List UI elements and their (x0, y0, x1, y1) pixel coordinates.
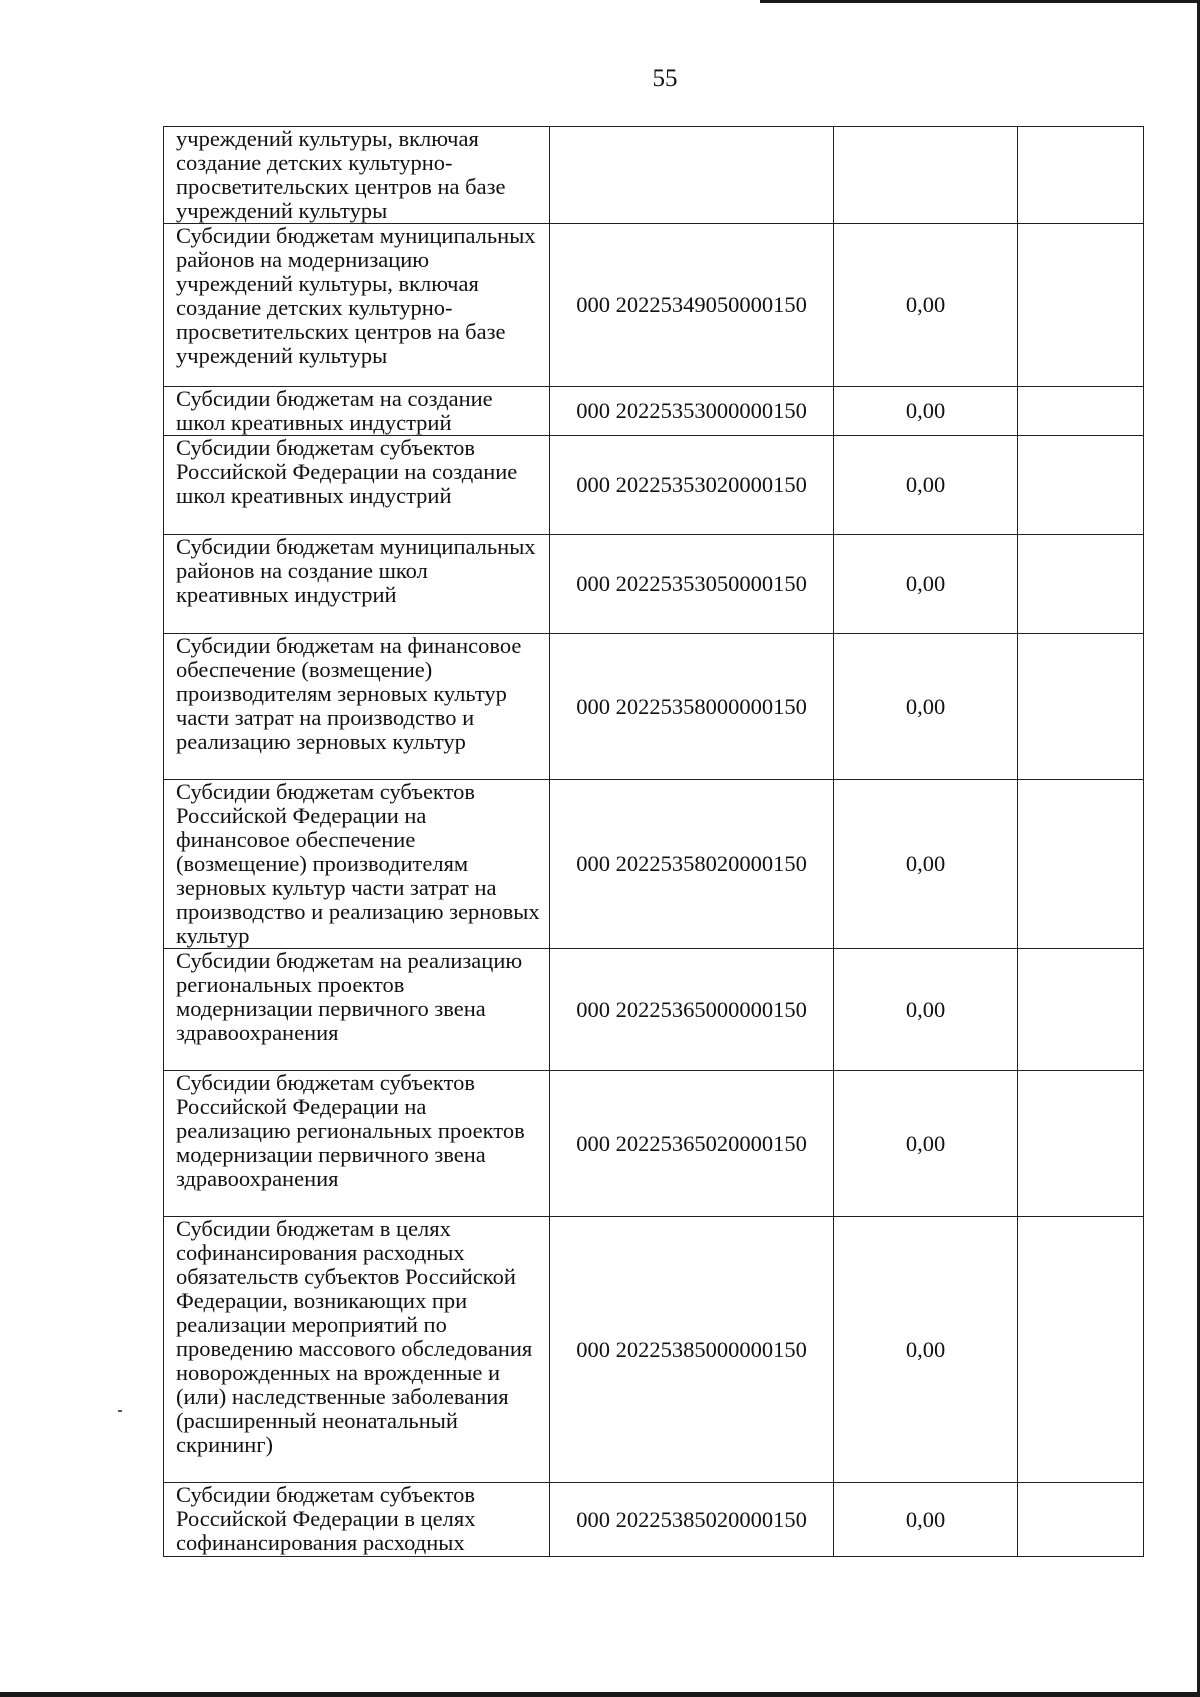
row-name-cell: Субсидии бюджетам на создание школ креативных индустрий (164, 387, 550, 436)
row-code-cell: 000 20225385020000150 (550, 1483, 834, 1557)
row-name-cell: Субсидии бюджетам субъектов Российской Федерации на создание школ креативных индустрий (164, 436, 550, 535)
table-row (164, 634, 1144, 780)
table-row (164, 780, 1144, 949)
row-code-cell: 000 20225365020000150 (550, 1071, 834, 1217)
table-row (164, 127, 1144, 224)
row-extra-cell (1018, 224, 1144, 387)
row-code-cell: 000 20225358000000150 (550, 634, 834, 780)
row-extra-cell (1018, 1217, 1144, 1483)
row-amount-cell (834, 127, 1018, 224)
row-code-cell: 000 20225358020000150 (550, 780, 834, 949)
row-amount-cell: 0,00 (834, 1483, 1018, 1557)
table-row (164, 1483, 1144, 1557)
row-amount-cell: 0,00 (834, 780, 1018, 949)
row-name-cell: Субсидии бюджетам муниципальных районов на модернизацию учреждений культуры, включая создание детских культурно-просветительских центров на базе учреждений культуры (164, 224, 550, 387)
scan-border-bottom (0, 1692, 1200, 1697)
budget-revenue-table (163, 126, 1144, 1557)
row-extra-cell (1018, 1483, 1144, 1557)
row-name-cell: Субсидии бюджетам субъектов Российской Федерации в целях софинансирования расходных (164, 1483, 550, 1557)
row-amount-cell: 0,00 (834, 387, 1018, 436)
table-row (164, 1217, 1144, 1483)
row-name-cell: Субсидии бюджетам на финансовое обеспечение (возмещение) производителям зерновых культур части затрат на производство и реализацию зерновых культур (164, 634, 550, 780)
row-extra-cell (1018, 535, 1144, 634)
row-code-cell: 000 20225365000000150 (550, 949, 834, 1071)
row-extra-cell (1018, 634, 1144, 780)
row-code-cell: 000 20225353050000150 (550, 535, 834, 634)
row-code-cell: 000 20225353000000150 (550, 387, 834, 436)
table-row (164, 224, 1144, 387)
row-extra-cell (1018, 387, 1144, 436)
row-name-cell: Субсидии бюджетам субъектов Российской Федерации на финансовое обеспечение (возмещение) производителям зерновых культур части затрат на производство и реализацию зерновых культур (164, 780, 550, 949)
row-name-cell: Субсидии бюджетам на реализацию региональных проектов модернизации первичного звена здравоохранения (164, 949, 550, 1071)
row-amount-cell: 0,00 (834, 1071, 1018, 1217)
row-code-cell (550, 127, 834, 224)
scan-speck (118, 1410, 122, 1412)
row-extra-cell (1018, 780, 1144, 949)
row-amount-cell: 0,00 (834, 436, 1018, 535)
row-amount-cell: 0,00 (834, 949, 1018, 1071)
row-extra-cell (1018, 127, 1144, 224)
row-amount-cell: 0,00 (834, 224, 1018, 387)
row-amount-cell: 0,00 (834, 535, 1018, 634)
row-name-cell: Субсидии бюджетам муниципальных районов на создание школ креативных индустрий (164, 535, 550, 634)
row-extra-cell (1018, 1071, 1144, 1217)
table-row (164, 1071, 1144, 1217)
row-extra-cell (1018, 436, 1144, 535)
table-row (164, 436, 1144, 535)
table-row (164, 387, 1144, 436)
row-amount-cell: 0,00 (834, 634, 1018, 780)
table-row (164, 535, 1144, 634)
row-name-cell: Субсидии бюджетам субъектов Российской Федерации на реализацию региональных проектов модернизации первичного звена здравоохранения (164, 1071, 550, 1217)
row-code-cell: 000 20225353020000150 (550, 436, 834, 535)
row-name-cell: Субсидии бюджетам в целях софинансирования расходных обязательств субъектов Российской Федерации, возникающих при реализации мероприятий по проведению массового обследования новорожденных на врожденные и (или) наследственные заболевания (расширенный неонатальный скрининг) (164, 1217, 550, 1483)
scan-border-top (760, 0, 1200, 3)
table-row (164, 949, 1144, 1071)
row-extra-cell (1018, 949, 1144, 1071)
row-name-cell: учреждений культуры, включая создание детских культурно-просветительских центров на базе учреждений культуры (164, 127, 550, 224)
row-code-cell: 000 20225385000000150 (550, 1217, 834, 1483)
row-amount-cell: 0,00 (834, 1217, 1018, 1483)
row-code-cell: 000 20225349050000150 (550, 224, 834, 387)
page-number: 55 (652, 65, 678, 92)
